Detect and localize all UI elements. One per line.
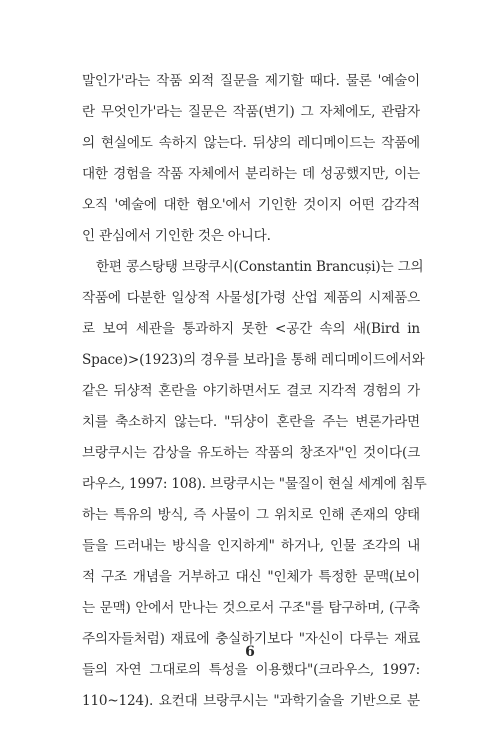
text-line: 로 보여 세관을 통과하지 못한 <공간 속의 새(Bird in [82,321,420,337]
text-line: 말인가'라는 작품 외적 질문을 제기할 때다. 물론 '예술이 [82,73,420,89]
text-line: Space)>(1923)의 경우를 보라]을 통해 레디메이드에서와 [82,352,425,368]
text-line: 란 무엇인가'라는 질문은 작품(변기) 그 자체에도, 관람자 [82,104,420,120]
text-line: 는 문맥) 안에서 만나는 것으로서 구조"를 탐구하며, (구축 [82,600,420,616]
paragraph-first-line: 한편 콩스탕탱 브랑쿠시(Constantin Brancuși)는 그의 [96,259,424,275]
text-line: 적 구조 개념을 거부하고 대신 "인체가 특정한 문맥(보이 [82,569,420,585]
text-line: 같은 뒤샹적 혼란을 야기하면서도 결코 지각적 경험의 가 [82,383,420,399]
page-number: 6 [245,644,255,660]
text-line: 오직 '예술에 대한 혐오'에서 기인한 것이지 어떤 감각적 [82,197,420,213]
text-line: 의 현실에도 속하지 않는다. 뒤샹의 레디메이드는 작품에 [82,135,420,151]
text-line: 브랑쿠시는 감상을 유도하는 작품의 창조자"인 것이다(크 [82,445,420,461]
text-line: 작품에 다분한 일상적 사물성[가령 산업 제품의 시제품으 [82,290,420,306]
body-text [82,66,427,717]
text-line: 주의자들처럼) 재료에 충실하기보다 "자신이 다루는 재료 [82,631,420,647]
text-line: 하는 특유의 방식, 즉 사물이 그 위치로 인해 존재의 양태 [82,507,420,523]
text-line: 인 관심에서 기인한 것은 아니다. [82,228,271,244]
text-line: 들을 드러내는 방식을 인지하게" 하거나, 인물 조각의 내 [82,538,420,554]
text-line: 110~124). 요컨대 브랑쿠시는 "과학기술을 기반으로 분 [82,693,420,709]
text-line: 대한 경험을 작품 자체에서 분리하는 데 성공했지만, 이는 [82,166,420,182]
text-line: 라우스, 1997: 108). 브랑쿠시는 "물질이 현실 세계에 침투 [82,476,427,492]
text-line: 치를 축소하지 않는다. "뒤샹이 혼란을 주는 변론가라면 [82,414,420,430]
text-line: 들의 자연 그대로의 특성을 이용했다"(크라우스, 1997: [82,662,420,678]
